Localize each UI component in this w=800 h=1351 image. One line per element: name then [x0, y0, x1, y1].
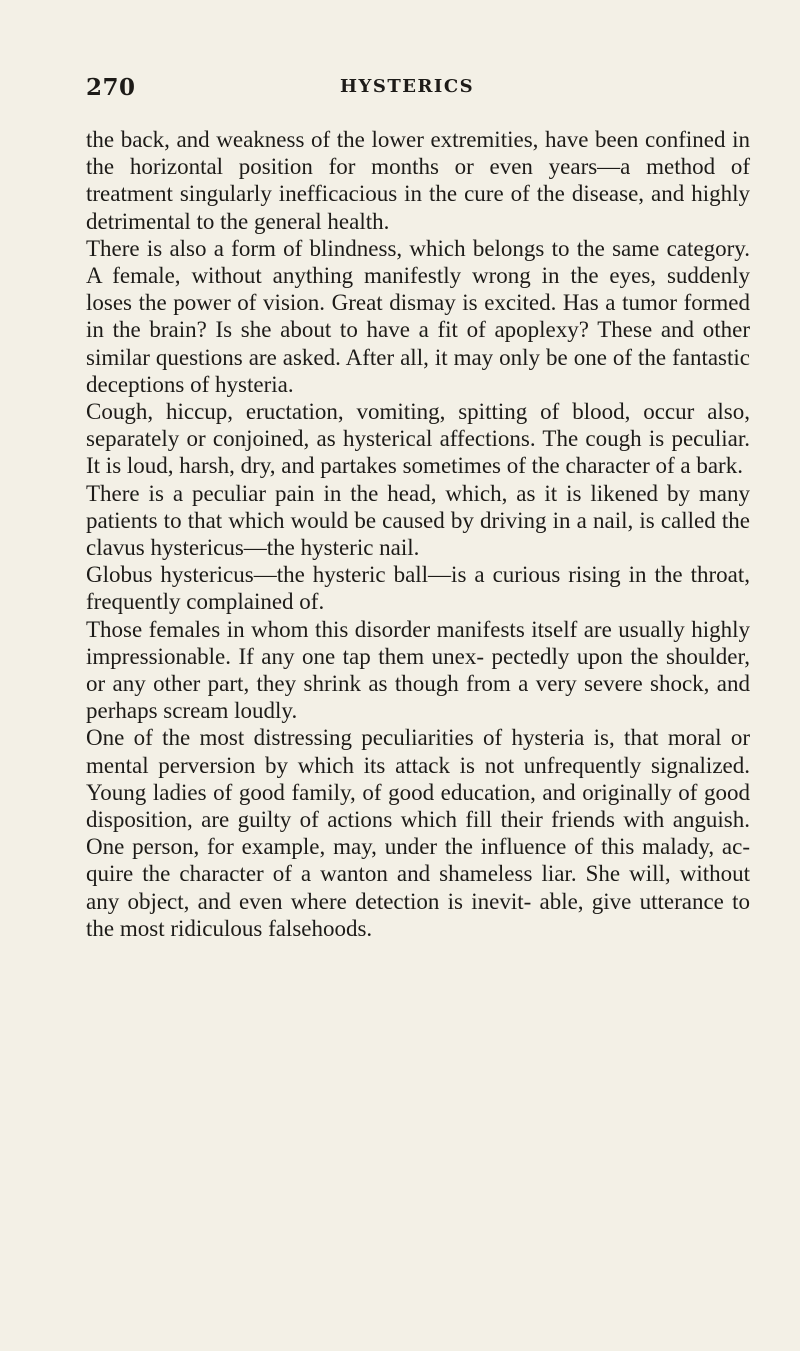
paragraph: There is a peculiar pain in the head, which, as it is likened by many patients to that which would be caused by driving in a nail, is called the clavus hystericus—the hysteric nail. — [86, 480, 750, 561]
paragraph: Cough, hiccup, eructation, vomiting, spitting of blood, occur also, separately or conjoined, as hysterical affections. The cough is peculiar. It is loud, harsh, dry, and partakes sometimes of the character of a bark. — [86, 399, 750, 479]
paragraph: One of the most distressing peculiarities of hysteria is, that moral or mental perversion by which its attack is not unfrequently signalized. Young ladies of good family, of good education, and originally of good disposition, are guilty of actions which fill their friends with anguish. One person, for example, may, under the influence of this malady, ac- quire the character of a wanton and shameless liar. She will, without any object, and even where detection is inevit- able, give utterance to the most ridiculous falsehoods. — [86, 725, 750, 941]
paragraph: Those females in whom this disorder manifests itself are usually highly impressionable. If any one tap them unex- pectedly upon the shoulder, or any other part, they shrink as though from a very severe shock, and perhaps scream loudly. — [86, 616, 750, 724]
paragraph: the back, and weakness of the lower extremities, have been confined in the horizontal position for months or even years—a method of treatment singularly inefficacious in the cure of the disease, and highly detrimental to the general health. — [86, 127, 750, 234]
paragraph: Globus hystericus—the hysteric ball—is a curious rising in the throat, frequently complained of. — [86, 562, 750, 615]
paragraph: There is also a form of blindness, which belongs to the same category. A female, without anything manifestly wrong in the eyes, suddenly loses the power of vision. Great dismay is excited. Has a tumor formed in the brain? Is she about to have a fit of apoplexy? These and other similar questions are asked. After all, it may only be one of the fantastic deceptions of hysteria. — [86, 235, 750, 397]
running-title: HYSTERICS — [340, 76, 475, 97]
running-head — [86, 74, 746, 100]
page-number: 270 — [86, 74, 136, 101]
body-text — [86, 126, 750, 942]
